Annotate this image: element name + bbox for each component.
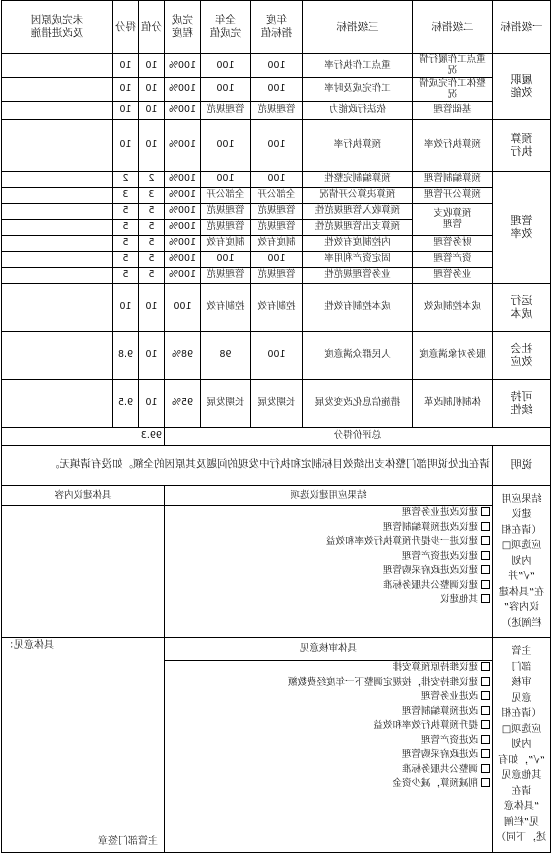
annual-cell: 全部公开 bbox=[201, 187, 251, 203]
checkbox[interactable] bbox=[481, 749, 490, 758]
results-options bbox=[165, 506, 493, 638]
header-level1: 一级指标 bbox=[493, 1, 551, 54]
max-cell: 5 bbox=[139, 219, 165, 235]
reason-cell bbox=[2, 187, 113, 203]
level3-cell: 内控制度有效性 bbox=[303, 235, 413, 251]
annual-cell: 管理规范 bbox=[201, 219, 251, 235]
level2-cell: 体制机制改革 bbox=[413, 379, 493, 427]
dept-options bbox=[165, 661, 493, 853]
level3-cell: 预算支出管理规范性 bbox=[303, 219, 413, 235]
checkbox[interactable] bbox=[481, 662, 490, 671]
reason-cell bbox=[2, 379, 113, 427]
target-cell: 管理规范 bbox=[251, 219, 303, 235]
level2-cell: 预算执行效率 bbox=[413, 119, 493, 171]
target-cell: 全部公开 bbox=[251, 187, 303, 203]
dept-label: 主管 部门 审核 意见 （请在相应选项□内划 “√”，如有其他意见请在 “具体意见”栏阐述，下同） bbox=[493, 638, 551, 853]
target-cell: 管理规范 bbox=[251, 203, 303, 219]
annual-cell: 控制有效 bbox=[201, 283, 251, 331]
score-cell: 5 bbox=[113, 235, 139, 251]
rate-cell: 100% bbox=[165, 119, 201, 171]
checkbox[interactable] bbox=[481, 706, 490, 715]
annual-cell: 100 bbox=[201, 77, 251, 101]
rate-cell: 95% bbox=[165, 379, 201, 427]
rate-cell: 100% bbox=[165, 171, 201, 187]
evaluation-table bbox=[1, 0, 551, 853]
option-item[interactable]: 建议改进预算编制管理 bbox=[167, 521, 490, 536]
target-cell: 制度有效 bbox=[251, 235, 303, 251]
max-cell: 5 bbox=[139, 251, 165, 267]
rate-cell: 100% bbox=[165, 54, 201, 78]
annual-cell: 管理规范 bbox=[201, 203, 251, 219]
level2-cell: 业务管理 bbox=[413, 267, 493, 283]
reason-cell bbox=[2, 267, 113, 283]
option-item[interactable]: 调整公共服务标准 bbox=[167, 763, 490, 778]
rate-cell: 100% bbox=[165, 235, 201, 251]
level3-cell: 业务管理规范性 bbox=[303, 267, 413, 283]
level1-cell: 管理 效率 bbox=[493, 171, 551, 283]
option-item[interactable]: 建议维持安排，按规定调整下一年度经费数额 bbox=[167, 676, 490, 691]
option-item[interactable]: 建议改进政府采购管理 bbox=[167, 564, 490, 579]
reason-cell bbox=[2, 235, 113, 251]
level3-cell: 人民群众满意度 bbox=[303, 331, 413, 379]
dept-options-header: 具体审核意见 bbox=[165, 638, 493, 661]
annual-cell: 100 bbox=[201, 251, 251, 267]
checkbox[interactable] bbox=[481, 764, 490, 773]
reason-cell bbox=[2, 251, 113, 267]
rate-cell: 100% bbox=[165, 251, 201, 267]
header-reason: 未完成原因 及改进措施 bbox=[2, 1, 113, 54]
reason-cell bbox=[2, 331, 113, 379]
checkbox[interactable] bbox=[481, 536, 490, 545]
checkbox[interactable] bbox=[481, 551, 490, 560]
max-cell: 10 bbox=[139, 119, 165, 171]
level3-cell: 成本控制有效性 bbox=[303, 283, 413, 331]
dept-opinion-label: 具体意见： bbox=[4, 640, 54, 652]
option-item[interactable]: 建议进一步提升预算执行效率和效益 bbox=[167, 535, 490, 550]
total-score: 99.3 bbox=[2, 427, 165, 445]
level1-cell: 可持 续性 bbox=[493, 379, 551, 427]
option-item[interactable]: 建议改进业务管理 bbox=[167, 506, 490, 521]
level2-cell: 整体工作完成情况 bbox=[413, 77, 493, 101]
checkbox[interactable] bbox=[481, 720, 490, 729]
score-cell: 10 bbox=[113, 283, 139, 331]
level3-cell: 固定资产利用率 bbox=[303, 251, 413, 267]
reason-cell bbox=[2, 203, 113, 219]
reason-cell bbox=[2, 171, 113, 187]
rate-cell: 100% bbox=[165, 101, 201, 119]
max-cell: 10 bbox=[139, 101, 165, 119]
max-cell: 10 bbox=[139, 77, 165, 101]
max-cell: 10 bbox=[139, 54, 165, 78]
header-rate: 完成 程度 bbox=[165, 1, 201, 54]
checkbox[interactable] bbox=[481, 522, 490, 531]
target-cell: 100 bbox=[251, 119, 303, 171]
max-cell: 5 bbox=[139, 235, 165, 251]
annual-cell: 管理规范 bbox=[201, 267, 251, 283]
checkbox[interactable] bbox=[481, 580, 490, 589]
annual-cell: 100 bbox=[201, 171, 251, 187]
header-target: 年度 指标值 bbox=[251, 1, 303, 54]
option-item[interactable]: 建议调整公共服务标准 bbox=[167, 579, 490, 594]
max-cell: 2 bbox=[139, 171, 165, 187]
annual-cell: 长期发展 bbox=[201, 379, 251, 427]
level1-cell: 运行 成本 bbox=[493, 283, 551, 331]
level2-cell: 财务管理 bbox=[413, 235, 493, 251]
target-cell: 100 bbox=[251, 54, 303, 78]
option-item[interactable]: 提升预算执行效率和效益 bbox=[167, 719, 490, 734]
target-cell: 管理规范 bbox=[251, 101, 303, 119]
target-cell: 控制有效 bbox=[251, 283, 303, 331]
target-cell: 100 bbox=[251, 251, 303, 267]
checkbox[interactable] bbox=[481, 507, 490, 516]
score-cell: 5 bbox=[113, 251, 139, 267]
level1-cell: 履职 效能 bbox=[493, 54, 551, 120]
score-cell: 3 bbox=[113, 187, 139, 203]
note-label: 说明 bbox=[493, 445, 551, 485]
level2-cell: 重点工作履行情况 bbox=[413, 54, 493, 78]
max-cell: 10 bbox=[139, 331, 165, 379]
rate-cell: 100% bbox=[165, 77, 201, 101]
max-cell: 5 bbox=[139, 203, 165, 219]
header-annual: 全年 完成值 bbox=[201, 1, 251, 54]
header-score: 得分 bbox=[113, 1, 139, 54]
option-item[interactable]: 改进资产管理 bbox=[167, 734, 490, 749]
rate-cell: 100% bbox=[165, 187, 201, 203]
total-label: 总评价得分 bbox=[165, 427, 551, 445]
level2-cell: 预算公开管理 bbox=[413, 187, 493, 203]
level3-cell: 工作完成及时率 bbox=[303, 77, 413, 101]
max-cell: 10 bbox=[139, 283, 165, 331]
score-cell: 10 bbox=[113, 54, 139, 78]
dept-opinion[interactable] bbox=[2, 638, 165, 853]
level1-cell: 社会 效应 bbox=[493, 331, 551, 379]
level2-cell: 服务对象满意度 bbox=[413, 331, 493, 379]
reason-cell bbox=[2, 283, 113, 331]
max-cell: 10 bbox=[139, 379, 165, 427]
dept-sign-label: 主管部门签章 bbox=[98, 835, 158, 847]
checkbox[interactable] bbox=[481, 677, 490, 686]
level2-cell: 成本控制成效 bbox=[413, 283, 493, 331]
reason-cell bbox=[2, 119, 113, 171]
header-level2: 二级指标 bbox=[413, 1, 493, 54]
level2-cell: 基础管理 bbox=[413, 101, 493, 119]
rate-cell: 100% bbox=[165, 219, 201, 235]
rate-cell: 100 bbox=[165, 283, 201, 331]
level3-cell: 预算收入管理规范性 bbox=[303, 203, 413, 219]
checkbox[interactable] bbox=[481, 594, 490, 603]
option-item[interactable]: 其他建议 bbox=[167, 593, 490, 608]
max-cell: 5 bbox=[139, 267, 165, 283]
reason-cell bbox=[2, 54, 113, 78]
target-cell: 100 bbox=[251, 77, 303, 101]
annual-cell: 管理规范 bbox=[201, 101, 251, 119]
level3-cell: 重点工作执行率 bbox=[303, 54, 413, 78]
score-cell: 10 bbox=[113, 101, 139, 119]
checkbox[interactable] bbox=[481, 735, 490, 744]
option-item[interactable]: 改进业务管理 bbox=[167, 690, 490, 705]
level3-cell: 预算编制完整性 bbox=[303, 171, 413, 187]
score-cell: 5 bbox=[113, 267, 139, 283]
level2-cell: 预算编制管理 bbox=[413, 171, 493, 187]
rate-cell: 100% bbox=[165, 267, 201, 283]
reason-cell bbox=[2, 101, 113, 119]
annual-cell: 100 bbox=[201, 54, 251, 78]
annual-cell: 100 bbox=[201, 119, 251, 171]
target-cell: 管理规范 bbox=[251, 267, 303, 283]
results-content-header: 具体建议内容 bbox=[2, 485, 165, 505]
score-cell: 5 bbox=[113, 203, 139, 219]
score-cell: 10 bbox=[113, 119, 139, 171]
target-cell: 长期发展 bbox=[251, 379, 303, 427]
level3-cell: 措施信息化改变发展 bbox=[303, 379, 413, 427]
option-item[interactable]: 削减预算，减少资金 bbox=[167, 777, 490, 792]
level3-cell: 预算决算公开情况 bbox=[303, 187, 413, 203]
reason-cell bbox=[2, 77, 113, 101]
target-cell: 100 bbox=[251, 171, 303, 187]
note-text: 请在此处说明部门整体支出绩效目标制定和执行中发现的问题及其原因的全额。如没有请填无。 bbox=[2, 445, 493, 485]
annual-cell: 制度有效 bbox=[201, 235, 251, 251]
level3-cell: 预算执行率 bbox=[303, 119, 413, 171]
level3-cell: 依法行政能力 bbox=[303, 101, 413, 119]
option-item[interactable]: 建议改进资产管理 bbox=[167, 550, 490, 565]
rate-cell: 98% bbox=[165, 331, 201, 379]
score-cell: 9.8 bbox=[113, 331, 139, 379]
target-cell: 100 bbox=[251, 331, 303, 379]
rate-cell: 100% bbox=[165, 203, 201, 219]
reason-cell bbox=[2, 219, 113, 235]
score-cell: 10 bbox=[113, 77, 139, 101]
checkbox[interactable] bbox=[481, 778, 490, 787]
score-cell: 5 bbox=[113, 219, 139, 235]
results-label: 结果应用建议 （请在相应选项□内划 “√”并在“具体建议内容” 栏阐述） bbox=[493, 485, 551, 638]
option-item[interactable]: 改进预算编制管理 bbox=[167, 705, 490, 720]
checkbox[interactable] bbox=[481, 565, 490, 574]
results-options-header: 结果应用建议选项 bbox=[165, 485, 493, 505]
level1-cell: 预算 执行 bbox=[493, 119, 551, 171]
header-level3: 三级指标 bbox=[303, 1, 413, 54]
checkbox[interactable] bbox=[481, 691, 490, 700]
level2-cell: 资产管理 bbox=[413, 251, 493, 267]
results-content[interactable] bbox=[2, 506, 165, 638]
option-item[interactable]: 改进政府采购管理 bbox=[167, 748, 490, 763]
score-cell: 2 bbox=[113, 171, 139, 187]
max-cell: 3 bbox=[139, 187, 165, 203]
level2-cell: 预算收支 管理 bbox=[413, 203, 493, 235]
header-score-max: 分值 bbox=[139, 1, 165, 54]
score-cell: 9.5 bbox=[113, 379, 139, 427]
annual-cell: 98 bbox=[201, 331, 251, 379]
option-item[interactable]: 建议维持原预算安排 bbox=[167, 661, 490, 676]
